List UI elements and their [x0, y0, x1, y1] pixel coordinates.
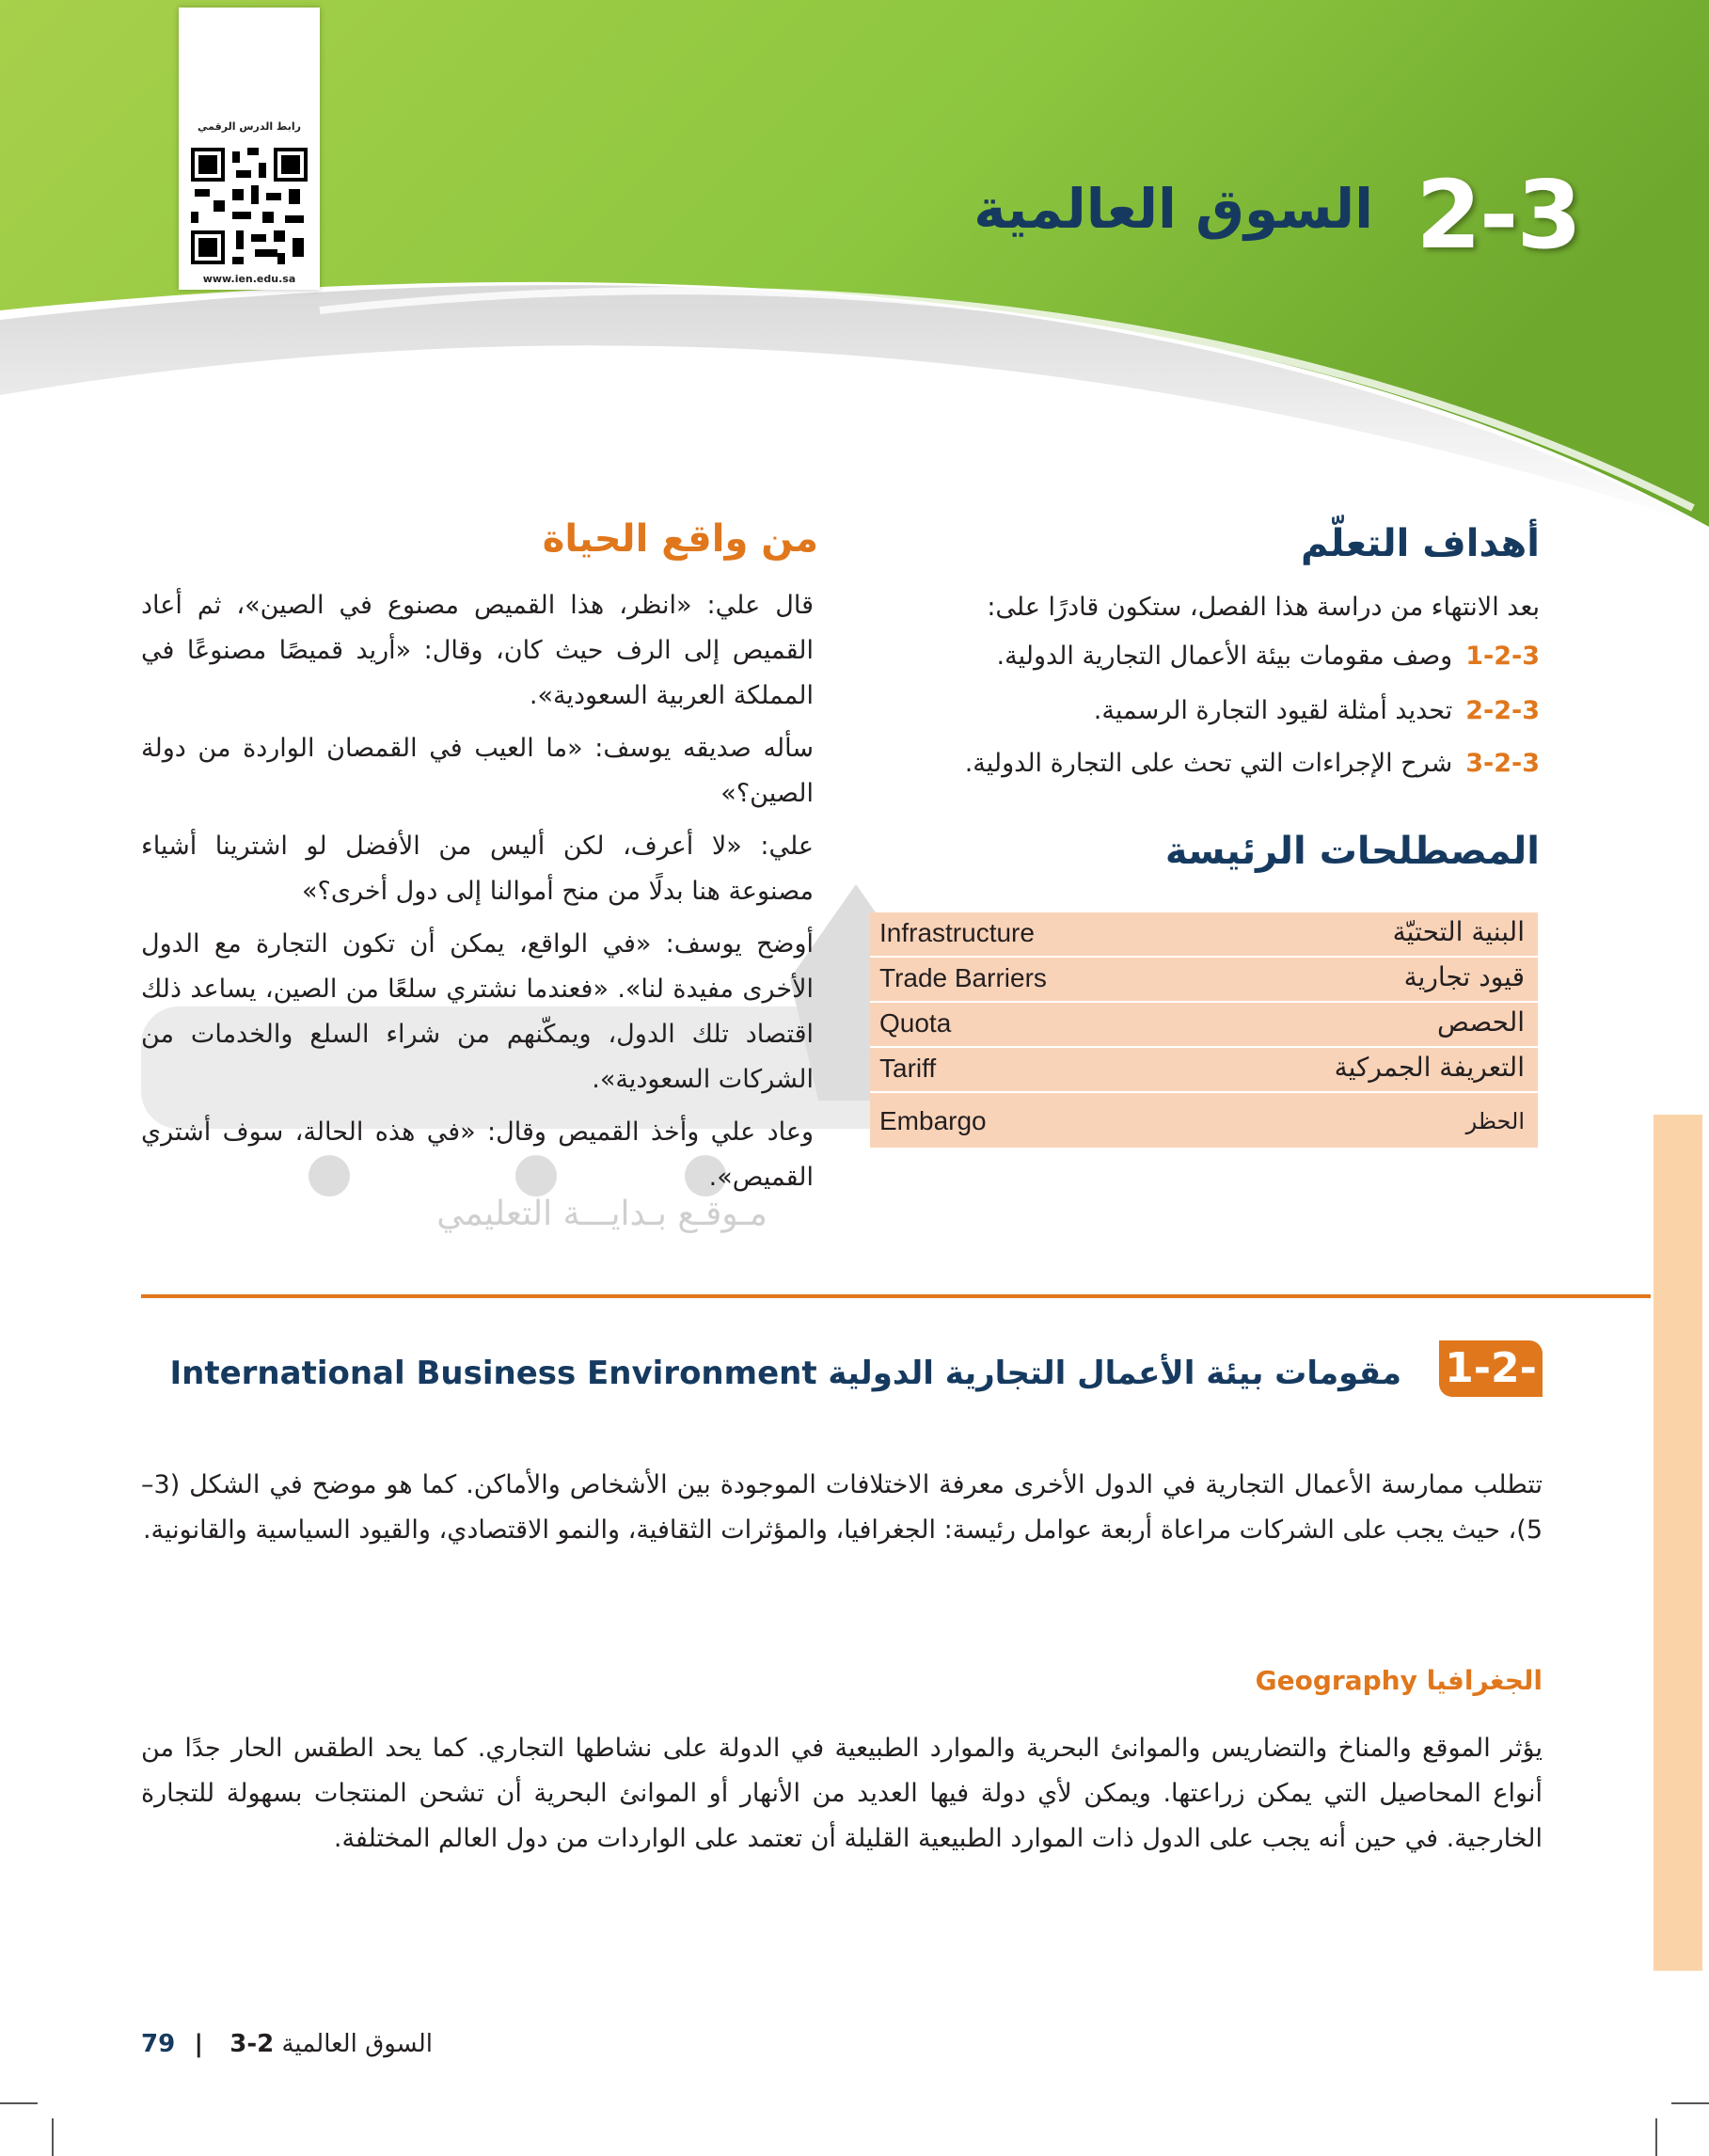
term-english: Trade Barriers: [879, 963, 1047, 992]
learning-goal-item: [881, 696, 1540, 725]
learning-goals-intro: بعد الانتهاء من دراسة هذا الفصل، ستكون قادرًا على:: [987, 593, 1540, 622]
crop-mark: [1655, 2118, 1657, 2156]
story-paragraph: وعاد علي وأخذ القميص وقال: «في هذه الحالة، سوف أشتري القميص».: [141, 1118, 814, 1192]
goal-number: 1-2-3: [1465, 642, 1540, 671]
story-paragraph: أوضح يوسف: «في الواقع، يمكن أن تكون التجارة مع الدول الأخرى مفيدة لنا». «فعندما نشتري سلعًا من الصين، يساعد ذلك اقتصاد تلك الدول، ويمكّنهم من شراء السلع والخدمات من الشركات السعودية».: [141, 929, 814, 1094]
footer-separator: |: [194, 2030, 203, 2058]
learning-goal-item: [881, 749, 1540, 778]
term-arabic: قيود تجارية: [1403, 961, 1525, 992]
lesson-title: السوق العالمية: [973, 177, 1373, 241]
term-row: [870, 1048, 1538, 1093]
goal-text: وصف مقومات بيئة الأعمال التجارية الدولية.: [996, 642, 1453, 671]
footer-lesson-number: 2-3: [229, 2030, 275, 2058]
crop-mark: [1671, 2102, 1709, 2104]
term-arabic: التعريفة الجمركية: [1334, 1052, 1525, 1083]
term-row: [870, 1003, 1538, 1048]
term-english: Quota: [879, 1008, 952, 1038]
geography-paragraph: يؤثر الموقع والمناخ والتضاريس والموانئ البحرية والموارد الطبيعية في الدولة على نشاطها التجاري. كما يحد الطقس الحار جدًا من أنواع المحاصيل التي يمكن زراعتها. ويمكن لأي دولة فيها العديد من الأنهار أو الموانئ البحرية أن تشحن المنتجات بسهولة للتجارة الخارجية. في حين أنه يجب على الدول ذات الموارد الطبيعية القليلة أن تعتمد على الواردات من دول العالم المختلفة.: [141, 1734, 1543, 1853]
crop-mark: [52, 2118, 54, 2156]
watermark-text: مـوقـع بـدايـــة التعليمي: [436, 1195, 767, 1233]
goal-text: شرح الإجراءات التي تحث على التجارة الدولية.: [964, 749, 1453, 778]
term-english: Tariff: [879, 1054, 937, 1083]
term-row: [870, 958, 1538, 1003]
term-row: [870, 1093, 1538, 1148]
key-terms-table: [870, 912, 1538, 1148]
term-arabic: الحظر: [1465, 1108, 1525, 1134]
geography-heading: الجغرافيا Geography: [1255, 1665, 1543, 1696]
qr-code-icon[interactable]: [187, 144, 311, 268]
story-paragraph: سأله صديقه يوسف: «ما العيب في القمصان الواردة من دولة الصين؟»: [141, 734, 814, 808]
qr-url[interactable]: www.ien.edu.sa: [202, 273, 296, 285]
qr-code-card[interactable]: [179, 8, 320, 290]
qr-label: رابط الدرس الرقمي: [198, 120, 301, 133]
goal-number: 3-2-3: [1465, 749, 1540, 778]
term-english: Infrastructure: [879, 918, 1035, 947]
story-paragraph: علي: «لا أعرف، لكن أليس من الأفضل لو اشترينا أشياء مصنوعة هنا بدلًا من منح أموالنا إلى دول أخرى؟»: [141, 832, 814, 906]
section-divider: [141, 1294, 1651, 1298]
term-arabic: البنية التحتيّة: [1392, 916, 1525, 947]
learning-goals-heading: أهداف التعلّم: [1301, 522, 1540, 565]
section-number-badge: 1-2-3: [1439, 1340, 1543, 1397]
term-english: Embargo: [879, 1106, 987, 1135]
page-footer: [141, 2030, 517, 2058]
story-paragraph: قال علي: «انظر، هذا القميص مصنوع في الصين»، ثم أعاد القميص إلى الرف حيث كان، وقال: «أريد قميصًا مصنوعًا في المملكة العربية السعودية».: [141, 591, 814, 710]
real-life-heading: من واقع الحياة: [542, 517, 818, 561]
term-arabic: الحصص: [1437, 1007, 1525, 1038]
section-paragraph: تتطلب ممارسة الأعمال التجارية في الدول الأخرى معرفة الاختلافات الموجودة بين الأشخاص والأماكن. كما هو موضح في الشكل (3–5)، حيث يجب على الشركات مراعاة أربعة عوامل رئيسة: الجغرافيا، والمؤثرات الثقافية، والنمو الاقتصادي، والقيود السياسية والقانونية.: [141, 1470, 1543, 1545]
key-terms-heading: المصطلحات الرئيسة: [1164, 830, 1540, 873]
goal-text: تحديد أمثلة لقيود التجارة الرسمية.: [1093, 696, 1453, 725]
lesson-number: 2-3: [1416, 160, 1580, 270]
term-row: [870, 912, 1538, 958]
learning-goal-item: [881, 642, 1540, 671]
side-tab: [1654, 1115, 1702, 1971]
page-number: 79: [141, 2030, 176, 2058]
crop-mark: [0, 2102, 38, 2104]
real-life-story: [141, 583, 814, 1208]
footer-lesson-title: السوق العالمية: [281, 2030, 434, 2058]
section-title: مقومات بيئة الأعمال التجارية الدولية International Business Environment: [169, 1355, 1401, 1392]
goal-number: 2-2-3: [1465, 696, 1540, 725]
